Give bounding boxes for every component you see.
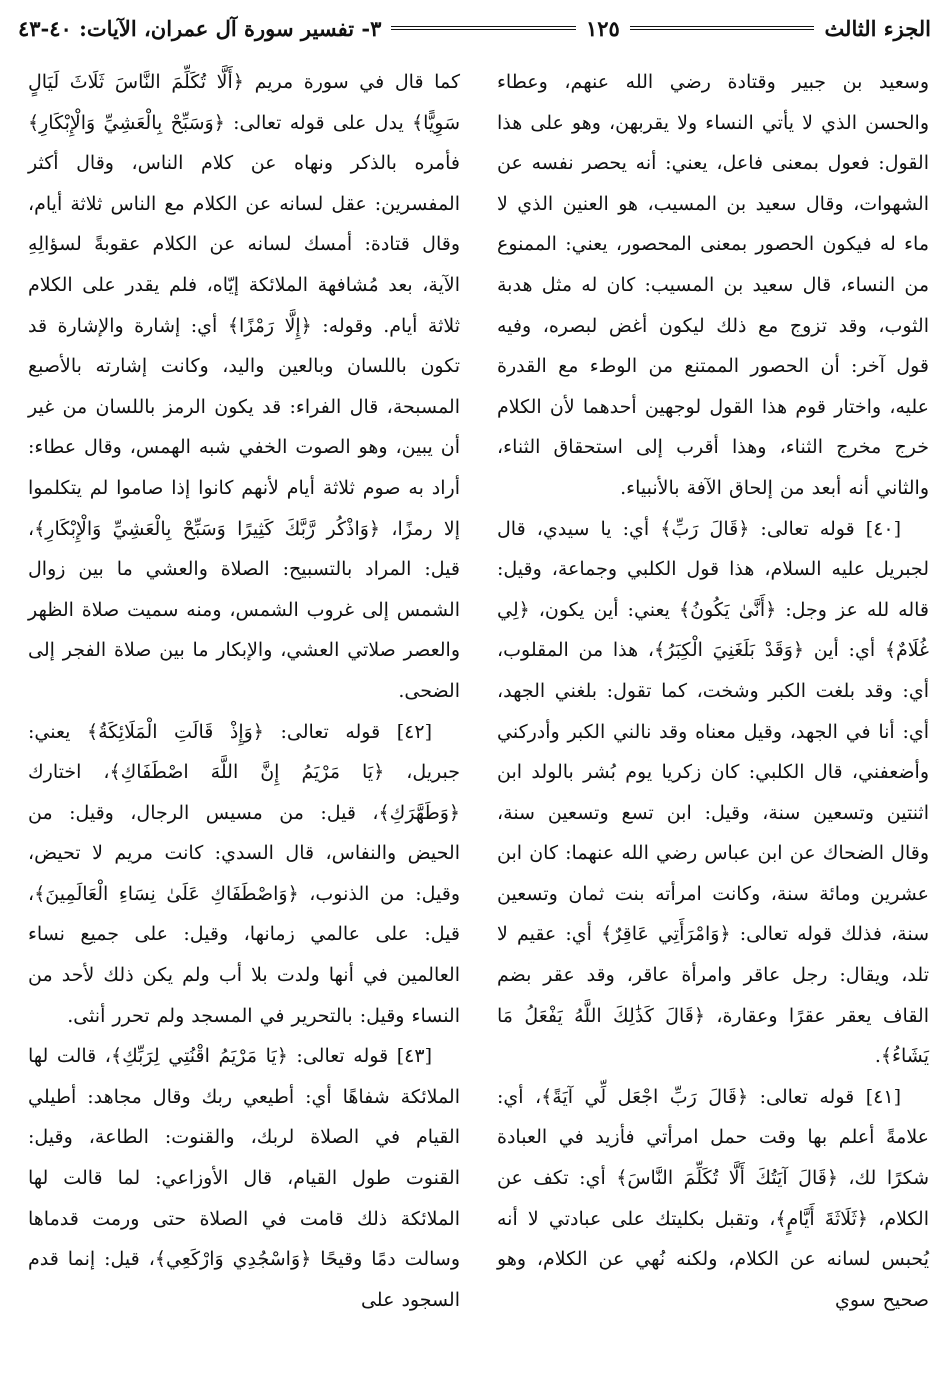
header-rule-right: [630, 26, 815, 30]
paragraph: كما قال في سورة مريم ﴿أَلَّا تُكَلِّمَ النَّاسَ ثَلَاثَ لَيَالٍ سَوِيًّا﴾ يدل على قوله تعالى: ﴿وَسَبِّحْ بِالْعَشِيِّ وَالْإِبْكَارِ﴾ فأمره بالذكر ونهاه عن كلام الناس، وقال أكثر المفسرين: عقل لسانه عن الكلام مع الناس ثلاثة أيام، وقال قتادة: أمسك لسانه عن الكلام عقوبةً لسؤالِهِ الآية، بعد مُشافهة الملائكة إيّاه، فلم يقدر على الكلام ثلاثة أيام. وقوله: ﴿إِلَّا رَمْزًا﴾ أي: إشارة والإشارة قد تكون باللسان وبالعين واليد، وكانت إشارته بالأصبع المسبحة، قال الفراء: قد يكون الرمز باللسان من غير أن يبين، وهو الصوت الخفي شبه الهمس، وقال عطاء: أراد به صوم ثلاثة أيام لأنهم كانوا إذا صاموا لم يتكلموا إلا رمزًا، ﴿وَاذْكُر رَّبَّكَ كَثِيرًا وَسَبِّحْ بِالْعَشِيِّ وَالْإِبْكَارِ﴾، قيل: المراد بالتسبيح: الصلاة والعشي ما بين زوال الشمس إلى غروب الشمس، ومنه سميت صلاة الظهر والعصر صلاتي العشي، والإبكار ما بين صلاة الفجر إلى الضحى.: [28, 71, 460, 702]
paragraph-verse-42: [٤٢] قوله تعالى: ﴿وَإِذْ قَالَتِ الْمَلَائِكَةُ﴾ يعني: جبريل، ﴿يَا مَرْيَمُ إِنَّ اللَّهَ اصْطَفَاكِ﴾، اختارك ﴿وَطَهَّرَكِ﴾، قيل: من مسيس الرجال، وقيل: من الحيض والنفاس، قال السدي: كانت مريم لا تحيض، وقيل: من الذنوب، ﴿وَاصْطَفَاكِ عَلَىٰ نِسَاءِ الْعَالَمِينَ﴾، قيل: على عالمي زمانها، وقيل: على جميع نساء العالمين في أنها ولدت بلا أب ولم يكن ذلك لأحد من النساء وقيل: بالتحرير في المسجد ولم تحرر أنثى.: [28, 720, 460, 1027]
left-column: [28, 62, 460, 1320]
paragraph-verse-40: [٤٠] قوله تعالى: ﴿قَالَ رَبِّ﴾ أي: يا سيدي، قال لجبريل عليه السلام، هذا قول الكلبي وجماعة، وقيل: قاله لله عز وجل: ﴿أَنَّىٰ يَكُونُ﴾ يعني: أين يكون، ﴿لِي غُلَامٌ﴾ أي: أين ﴿وَقَدْ بَلَغَنِيَ الْكِبَرُ﴾، هذا من المقلوب، أي: وقد بلغت الكبر وشخت، كما تقول: بلغني الجهد، أي: أنا في الجهد، وقيل معناه وقد نالني الكبر وأدركني وأضعفني، قال الكلبي: كان زكريا يوم بُشر بالولد ابن اثنتين وتسعين سنة، وقيل: ابن تسع وتسعين سنة، وقال الضحاك عن ابن عباس رضي الله عنهما: كان ابن عشرين ومائة سنة، وكانت امرأته بنت ثمان وتسعين سنة، فذلك قوله تعالى: ﴿وَامْرَأَتِي عَاقِرٌ﴾ أي: عقيم لا تلد، ويقال: رجل عاقر وامرأة عاقر، وقد عقر بضم القاف يعقر عقرًا وعقارة، ﴿قَالَ كَذَٰلِكَ اللَّهُ يَفْعَلُ مَا يَشَاءُ﴾.: [497, 517, 929, 1068]
chapter-title: ٣- تفسير سورة آل عمران، الآيات: ٤٠-٤٣: [17, 15, 382, 41]
header-rule-left: [391, 26, 576, 30]
right-column: [497, 62, 929, 1320]
paragraph-verse-43: [٤٣] قوله تعالى: ﴿يَا مَرْيَمُ اقْنُتِي لِرَبِّكِ﴾، قالت لها الملائكة شفاهًا أي: أطيعي ربك وقال مجاهد: أطيلي القيام في الصلاة لربك، والقنوت: الطاعة، وقيل: القنوت طول القيام، قال الأوزاعي: لما قالت لها الملائكة ذلك قامت في الصلاة حتى ورمت قدماها وسالت دمًا وقيحًا ﴿وَاسْجُدِي وَارْكَعِي﴾، قيل: إنما قدم السجود على: [28, 1045, 460, 1311]
page-number: ١٢٥: [585, 15, 620, 41]
paragraph-verse-41: [٤١] قوله تعالى: ﴿قَالَ رَبِّ اجْعَل لِّي آيَةً﴾، أي: علامةً أعلم بها وقت حمل امرأتي فأزيد في العبادة شكرًا لك، ﴿قَالَ آيَتُكَ أَلَّا تُكَلِّمَ النَّاسَ﴾ أي: تكف عن الكلام، ﴿ثَلَاثَةَ أَيَّامٍ﴾، وتقبل بكليتك على عبادتي لا أنه يُحبس لسانه عن الكلام، ولكنه نُهي عن الكلام، وهو صحيح سوي: [497, 1085, 929, 1311]
part-label: الجزء الثالث: [824, 15, 931, 41]
paragraph: وسعيد بن جبير وقتادة رضي الله عنهم، وعطاء والحسن الذي لا يأتي النساء ولا يقربهن، وهو على هذا القول: فعول بمعنى فاعل، يعني: أنه يحصر نفسه عن الشهوات، وقال سعيد بن المسيب، هو العنين الذي لا ماء له فيكون الحصور بمعنى المحصور، يعني: الممنوع من النساء، قال سعيد بن المسيب: كان له مثل هدبة الثوب، وقد تزوج مع ذلك ليكون أغض لبصره، وفيه قول آخر: أن الحصور الممتنع من الوطء مع القدرة عليه، واختار قوم هذا القول لوجهين أحدهما لأن الكلام خرج مخرج الثناء، وهذا أقرب إلى استحقاق الثناء، والثاني أنه أبعد من إلحاق الآفة بالأنبياء.: [497, 71, 929, 499]
running-header: [18, 10, 931, 46]
